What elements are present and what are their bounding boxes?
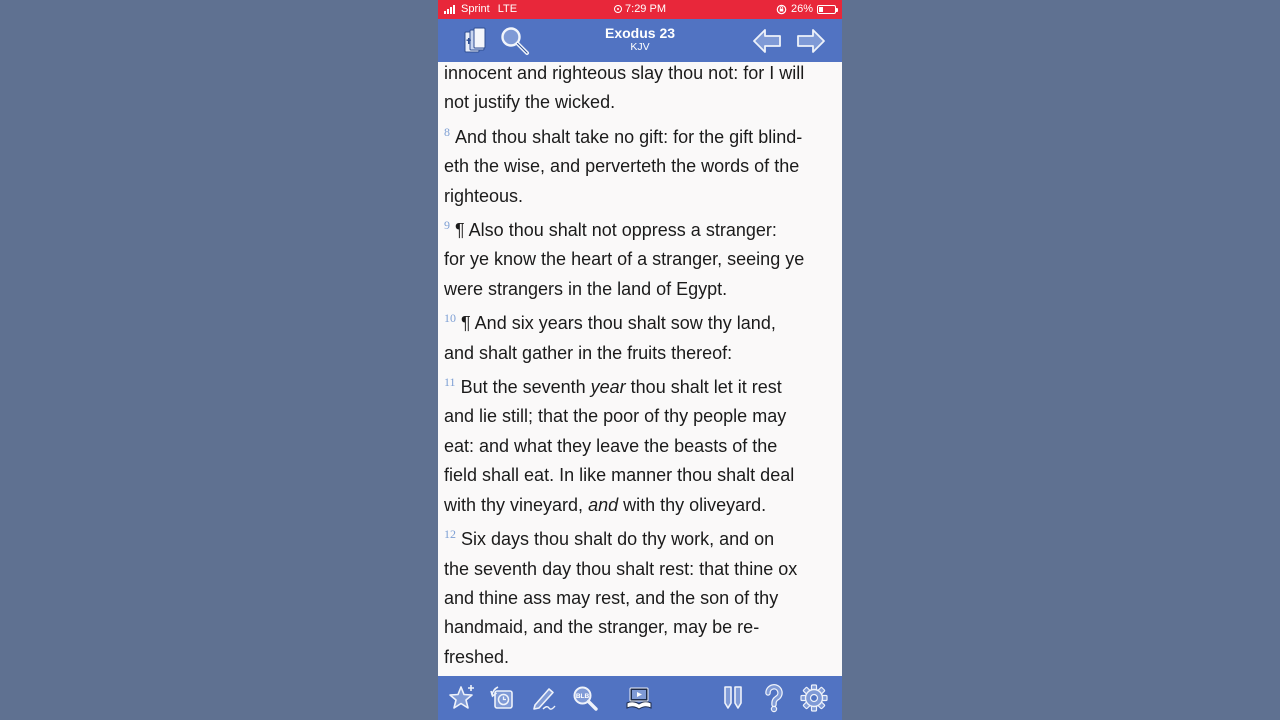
verse-8-line xyxy=(444,118,838,152)
favorite-add-icon[interactable] xyxy=(447,683,477,713)
verse-number[interactable]: 10 xyxy=(444,311,456,326)
text-line-italic xyxy=(444,491,838,520)
text-segment: with thy vineyard, xyxy=(444,494,589,515)
text-line: eth the wise, and perverteth the words of the xyxy=(444,156,800,177)
back-arrow-icon[interactable] xyxy=(750,24,784,58)
bottom-toolbar xyxy=(438,676,842,720)
settings-icon[interactable] xyxy=(799,683,829,713)
text-line: Six days thou shalt do thy work, and on xyxy=(461,529,775,550)
text-line: righteous. xyxy=(444,185,524,206)
verse-number[interactable]: 8 xyxy=(444,124,450,139)
forward-arrow-icon[interactable] xyxy=(794,24,828,58)
status-time: 7:29 PM xyxy=(625,3,666,15)
nav-bar xyxy=(438,19,842,62)
help-icon[interactable] xyxy=(759,683,789,713)
battery-percent: 26% xyxy=(790,3,813,15)
chapter-text xyxy=(444,62,838,676)
text-line: and lie still; that the poor of thy people may xyxy=(444,406,787,427)
text-segment: But the seventh xyxy=(460,377,591,398)
verse-9-line xyxy=(444,211,838,245)
verse-11-line xyxy=(444,368,838,402)
media-icon[interactable] xyxy=(624,683,654,713)
text-segment: thou shalt let it rest xyxy=(625,377,782,398)
text-line: ¶ And six years thou shalt sow thy land, xyxy=(461,313,776,334)
battery-icon xyxy=(817,5,836,14)
text-line: innocent and righteous slay thou not: for I will xyxy=(444,63,805,83)
battery-fill xyxy=(819,7,823,12)
orientation-lock-icon xyxy=(776,4,787,15)
history-icon[interactable] xyxy=(488,683,518,713)
text-line: And thou shalt take no gift: for the gift blind- xyxy=(455,126,803,147)
verse-10-line xyxy=(444,304,838,338)
translation-label[interactable]: KJV xyxy=(630,41,650,53)
text-line: for ye know the heart of a stranger, seeing ye xyxy=(444,249,805,270)
screen-record-icon xyxy=(614,5,622,13)
notes-pen-icon[interactable] xyxy=(529,683,559,713)
network-label: LTE xyxy=(497,3,518,15)
text-line: eat: and what they leave the beasts of the xyxy=(444,435,778,456)
text-line: handmaid, and the stranger, may be re- xyxy=(444,617,760,638)
italic-word: and xyxy=(588,494,619,515)
verse-12-line xyxy=(444,520,838,554)
text-line: and shalt gather in the fruits thereof: xyxy=(444,342,733,363)
text-line: field shall eat. In like manner thou shalt deal xyxy=(444,465,795,486)
verse-number[interactable]: 12 xyxy=(444,527,456,542)
phone-screen xyxy=(438,0,842,720)
status-bar xyxy=(438,0,842,19)
text-line: ¶ Also thou shalt not oppress a stranger: xyxy=(455,220,777,241)
text-segment: with thy oliveyard. xyxy=(618,494,767,515)
scripture-reader[interactable] xyxy=(438,62,842,676)
blb-label: BLB xyxy=(575,693,590,700)
text-line: and thine ass may rest, and the son of thy xyxy=(444,587,779,608)
text-line: not justify the wicked. xyxy=(444,92,616,113)
text-line: freshed. xyxy=(444,646,510,667)
verse-number[interactable]: 9 xyxy=(444,218,450,233)
blb-search-icon[interactable] xyxy=(570,683,600,713)
parallel-icon[interactable] xyxy=(718,683,748,713)
carrier-label: Sprint xyxy=(461,3,490,15)
verse-number[interactable]: 11 xyxy=(444,375,456,390)
text-line: were strangers in the land of Egypt. xyxy=(444,278,728,299)
italic-word: year xyxy=(590,377,626,398)
book-chapter-title[interactable]: Exodus 23 xyxy=(604,25,676,41)
text-line: the seventh day thou shalt rest: that thine ox xyxy=(444,558,798,579)
